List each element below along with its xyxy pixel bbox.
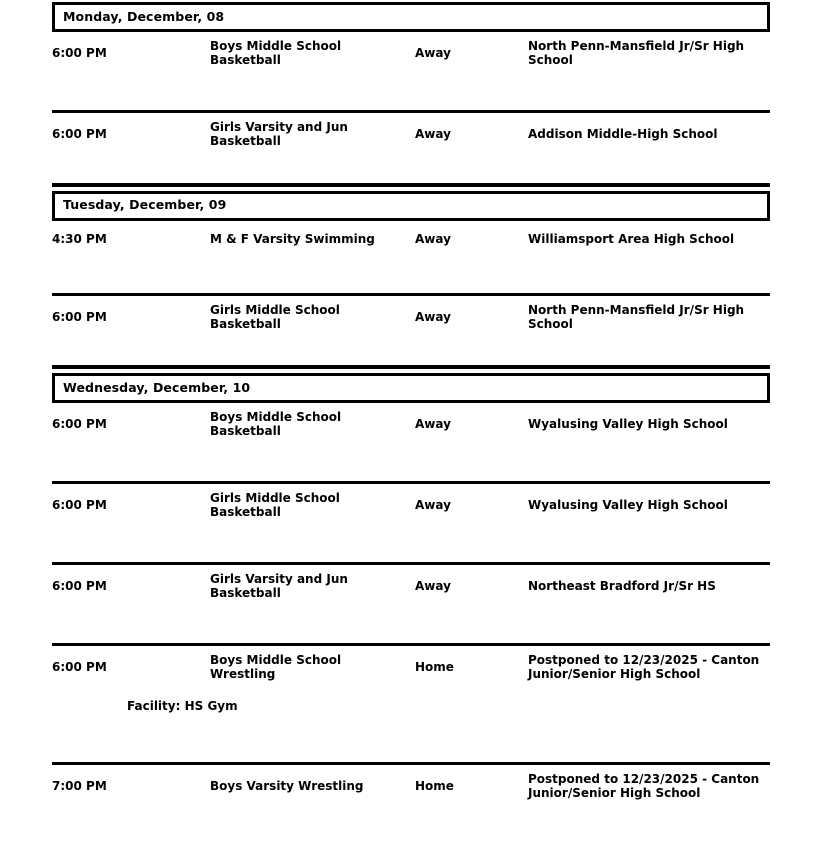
event-row[interactable] <box>52 765 770 809</box>
event-opponent: North Penn-Mansfield Jr/Sr High School <box>528 39 745 67</box>
day-group-divider <box>52 183 770 187</box>
event-home-away: Home <box>415 659 454 674</box>
event-activity: M & F Varsity Swimming <box>210 231 375 246</box>
event-row[interactable] <box>52 484 770 528</box>
date-header <box>52 2 770 32</box>
event-activity: Girls Middle School Basketball <box>210 491 340 520</box>
event-time: 6:00 PM <box>52 45 107 60</box>
event-time: 6:00 PM <box>52 309 107 324</box>
row-spacer <box>52 528 770 562</box>
event-opponent: Postponed to 12/23/2025 - Canton Junior/Senior High School <box>528 652 760 681</box>
event-home-away: Home <box>415 778 454 793</box>
event-opponent: Wyalusing Valley High School <box>528 498 728 513</box>
event-row[interactable] <box>52 221 770 259</box>
row-spacer <box>52 259 770 293</box>
event-activity: Girls Middle School Basketball <box>210 302 340 331</box>
event-row[interactable] <box>52 403 770 447</box>
event-home-away: Away <box>415 309 451 324</box>
day-group <box>52 2 770 174</box>
event-row[interactable] <box>52 565 770 609</box>
event-row[interactable] <box>52 646 770 690</box>
event-activity: Girls Varsity and Jun Basketball <box>210 572 348 600</box>
event-time: 6:00 PM <box>52 126 107 141</box>
event-time: 6:00 PM <box>52 417 107 432</box>
date-header-label: Wednesday, December, 10 <box>63 380 251 396</box>
event-home-away: Away <box>415 231 451 246</box>
day-group <box>52 365 770 825</box>
event-time: 6:00 PM <box>52 579 107 594</box>
event-opponent: Postponed to 12/23/2025 - Canton Junior/Senior High School <box>528 771 760 800</box>
event-row[interactable] <box>52 32 770 76</box>
date-header-label: Monday, December, 08 <box>63 8 225 24</box>
event-opponent: Northeast Bradford Jr/Sr HS <box>528 579 716 594</box>
event-time: 6:00 PM <box>52 659 107 674</box>
event-home-away: Away <box>415 45 451 60</box>
event-activity: Boys Middle School Wrestling <box>210 652 342 681</box>
event-opponent: Williamsport Area High School <box>528 231 735 246</box>
event-activity: Boys Middle School Basketball <box>210 39 342 67</box>
event-row[interactable] <box>52 113 770 157</box>
event-home-away: Away <box>415 579 451 594</box>
day-group-divider <box>52 365 770 369</box>
event-home-away: Away <box>415 498 451 513</box>
schedule-list <box>52 0 770 825</box>
row-spacer <box>52 609 770 643</box>
event-facility: Facility: HS Gym <box>127 698 238 713</box>
event-activity: Boys Middle School Basketball <box>210 410 342 439</box>
date-header-label: Tuesday, December, 09 <box>63 197 227 213</box>
event-row[interactable] <box>52 296 770 340</box>
event-activity: Girls Varsity and Jun Basketball <box>210 119 348 148</box>
day-group <box>52 183 770 357</box>
event-time: 7:00 PM <box>52 778 107 793</box>
event-opponent: Addison Middle-High School <box>528 126 718 141</box>
event-opponent: North Penn-Mansfield Jr/Sr High School <box>528 302 745 331</box>
event-home-away: Away <box>415 417 451 432</box>
date-header <box>52 191 770 221</box>
row-spacer <box>52 339 770 356</box>
date-header <box>52 373 770 403</box>
event-home-away: Away <box>415 126 451 141</box>
event-time: 6:00 PM <box>52 498 107 513</box>
row-spacer <box>52 447 770 481</box>
row-spacer <box>52 157 770 174</box>
event-opponent: Wyalusing Valley High School <box>528 417 728 432</box>
row-spacer <box>52 728 770 762</box>
row-spacer <box>52 808 770 825</box>
row-spacer <box>52 76 770 110</box>
event-time: 4:30 PM <box>52 231 107 246</box>
event-activity: Boys Varsity Wrestling <box>210 778 364 793</box>
